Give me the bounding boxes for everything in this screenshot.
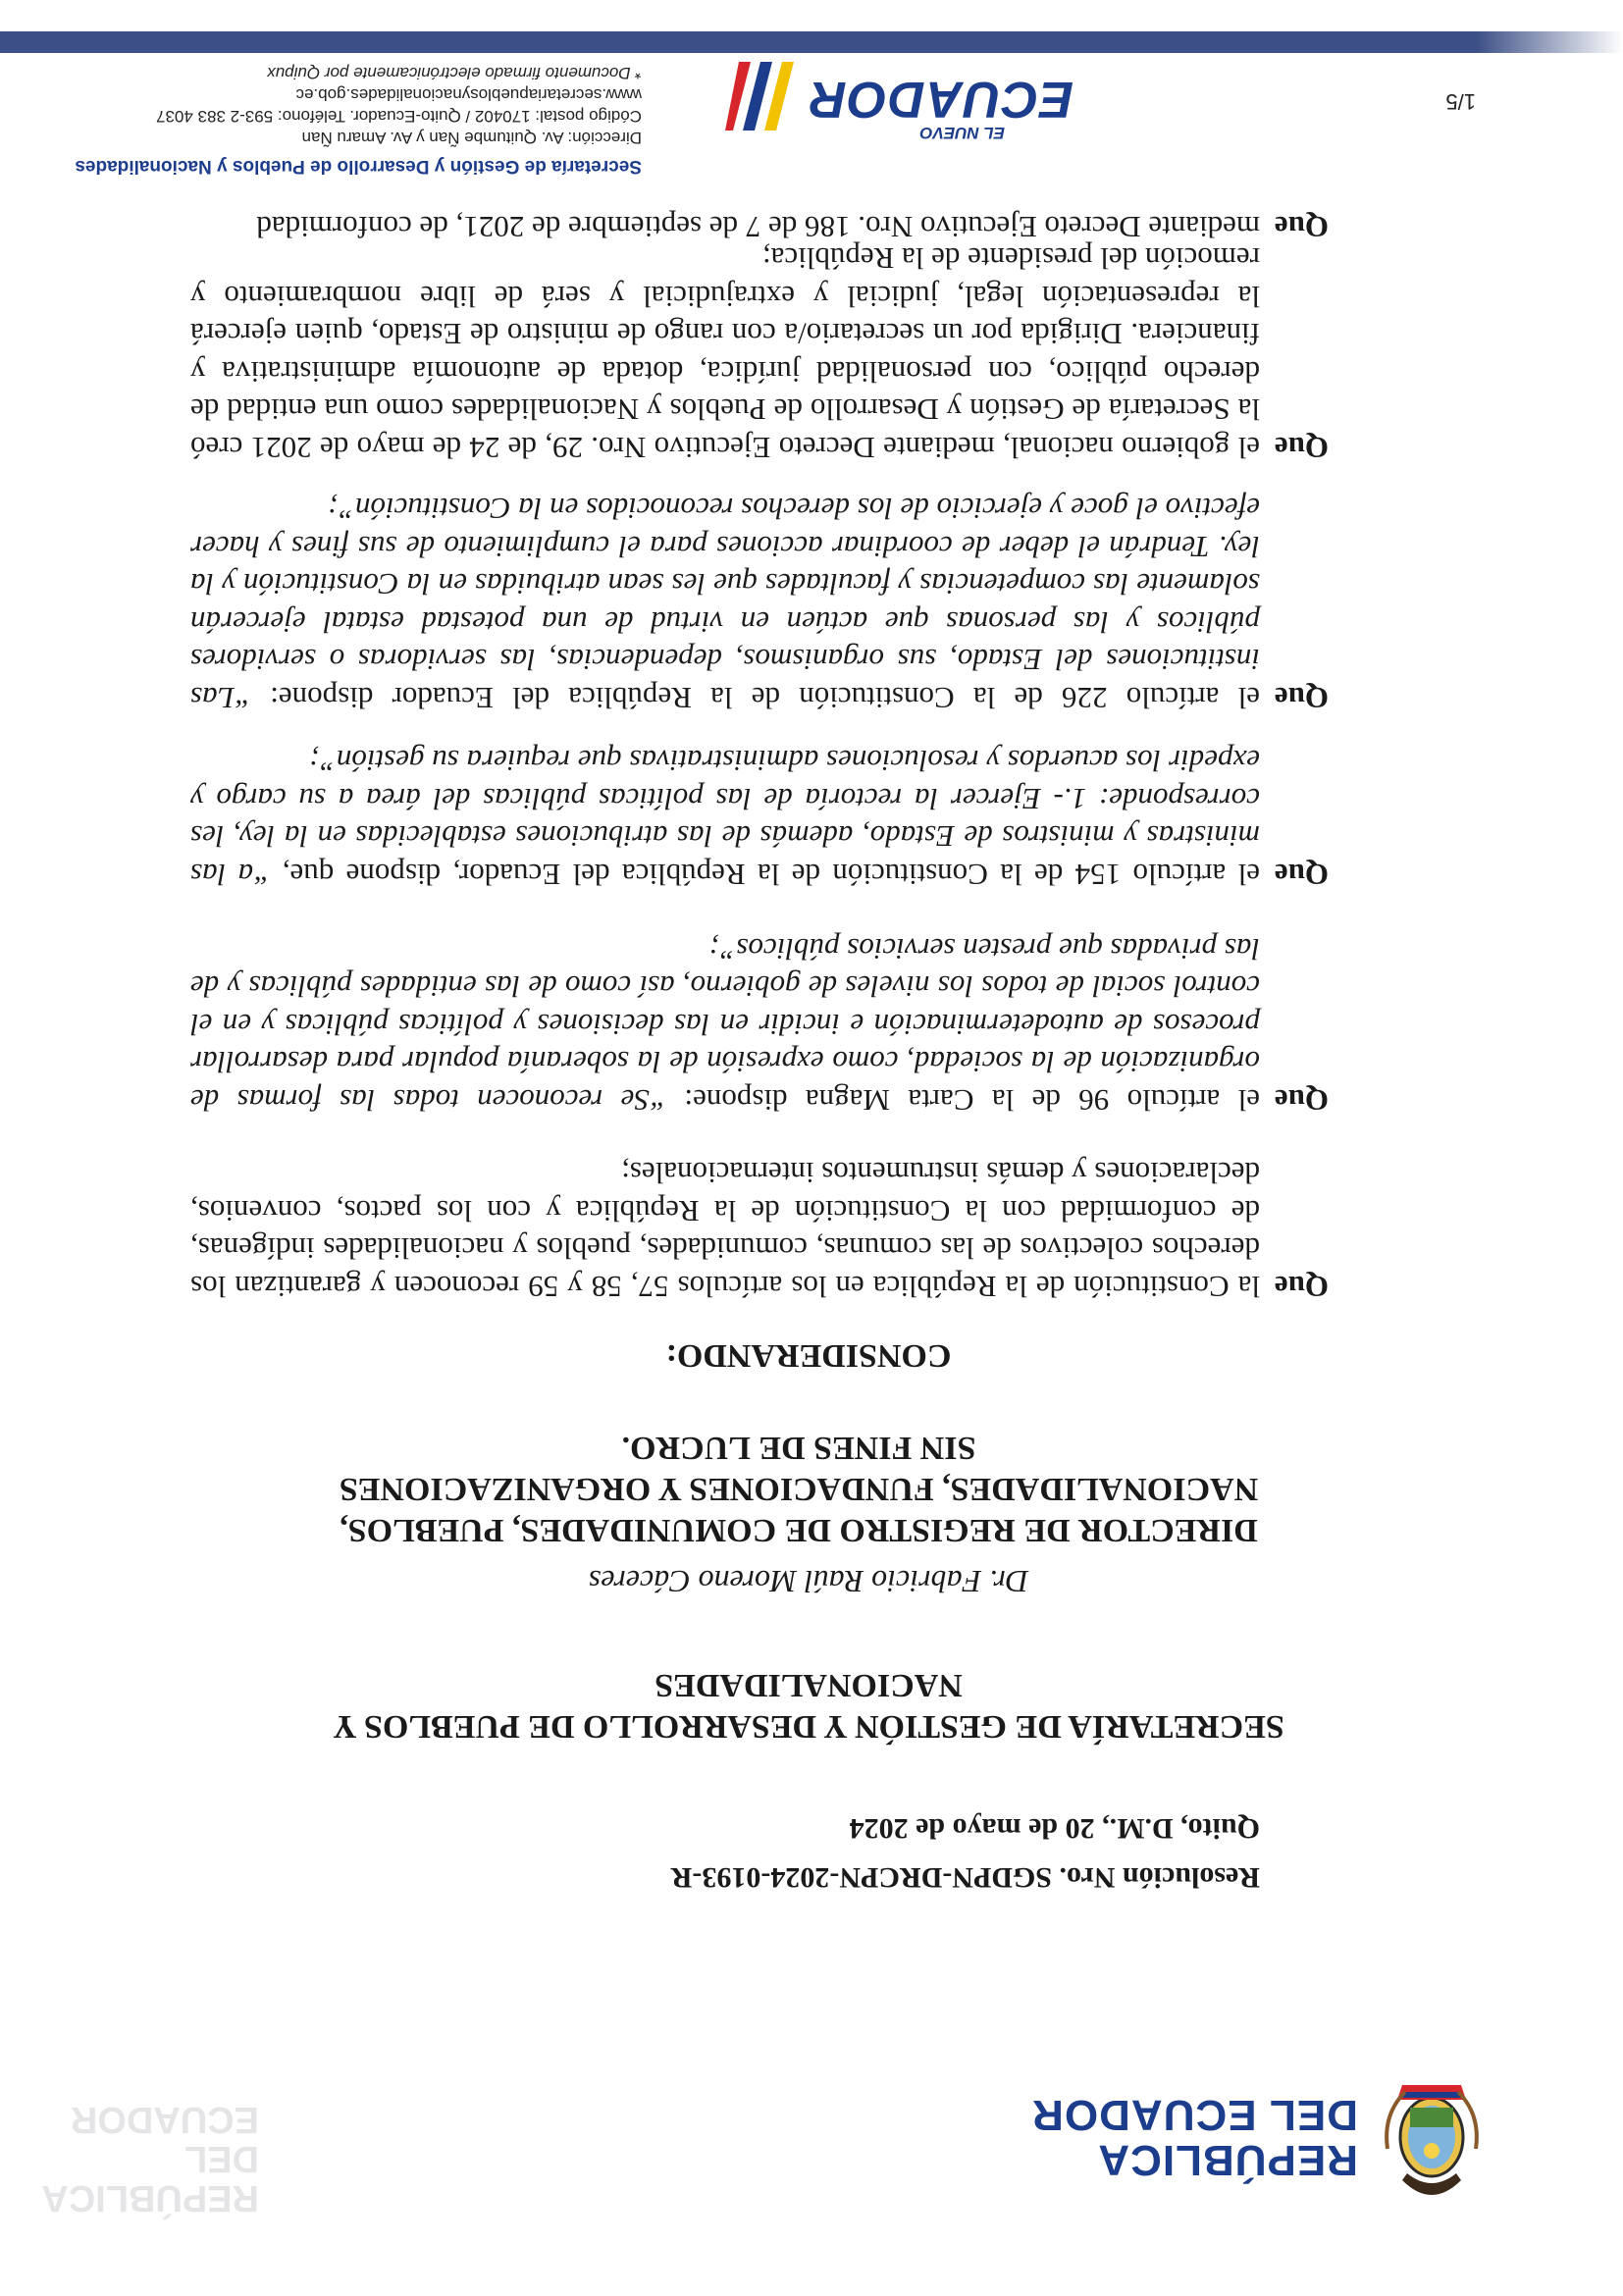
official-name: Dr. Fabricio Raúl Moreno Cáceres [588, 1564, 1029, 1599]
paragraph [190, 239, 1329, 466]
ghost-stamp [41, 2090, 259, 2218]
country-wordmark [1031, 2092, 1358, 2182]
page-number: 1/5 [1445, 89, 1476, 114]
resolution-number: Resolución Nro. SGDPN-DRCPN-2024-0193-R [670, 1861, 1260, 1894]
paragraph-quote: “Las instituciones del Estado, sus organismos, dependencias, las servidoras o servidores públicos y las personas que actúen en virtud de una potestad estatal ejercerán solamente las competencias y facultades que les sean atribuidas en la Constitución y la ley. Tendrán el deber de coordinar acciones para el cumplimiento de sus fines y hacer efectivo el goce y ejercicio de los derechos reconocidos en la Constitución”; [190, 492, 1260, 715]
paragraph [190, 1154, 1329, 1305]
brand-small-text: EL NUEVO [919, 124, 1005, 142]
paragraph-lead: Que [1274, 681, 1329, 715]
brand-stripes-icon [725, 62, 804, 130]
footer-address: Dirección: Av. Quitumbe Ñan y Av. Amaru Ñan [301, 129, 642, 147]
entity-title: SECRETARÍA DE GESTIÓN Y DESARROLLO DE PUEBLOS Y NACIONALIDADES [333, 1667, 1284, 1745]
paragraph-text: el artículo 154 de la Constitución de la República del Ecuador, dispone que, [270, 858, 1260, 892]
paragraph-lead: Que [1274, 210, 1329, 244]
country-line-2: DEL ECUADOR [1031, 2091, 1358, 2139]
paragraph-text: mediante Decreto Ejecutivo Nro. 186 de 7 de septiembre de 2021, de conformidad [256, 210, 1260, 244]
resolution-date: Quito, D.M., 20 de mayo de 2024 [849, 1812, 1260, 1845]
paragraph-text: el artículo 226 de la Constitución de la República del Ecuador dispone: [251, 681, 1260, 715]
footer-bar [0, 31, 1623, 53]
paragraph-text: el artículo 96 de la Carta Magna dispone: [666, 1083, 1260, 1118]
paragraph-text: el gobierno nacional, mediante Decreto Ejecutivo Nro. 29, de 24 de mayo de 2021 creó la Secretaría de Gestión y Desarrollo de Pueblos y Nacionalidades como una entidad de derecho público, con personalidad jurídica, dotada de autonomía administrativa y financiera. Dirigida por un secretario/a con rango de ministro de Estado, quien ejercerá la representación legal, judicial y extrajudicial y será de libre nombramiento y remoción del presidente de la República; [190, 241, 1260, 465]
paragraph-quote: “Se reconocen todas las formas de organización de la sociedad, como expresión de la soberanía popular para desarrollar procesos de autodeterminación e incidir en las decisiones y políticas públicas y en el control social de todos los niveles de gobierno, así como de las entidades públicas y de las privadas que presten servicios públicos”; [190, 932, 1260, 1118]
footer-website-link[interactable]: www.secretariapueblosynacionalidades.gob.ec [295, 85, 642, 104]
coat-of-arms-icon [1378, 2075, 1486, 2208]
footer-postal: Código postal: 170402 / Quito-Ecuador. Teléfono: 593-2 383 4037 [156, 107, 642, 126]
paragraph [190, 208, 1329, 246]
footer-entity: Secretaría de Gestión y Desarrollo de Pueblos y Nacionalidades [75, 156, 642, 177]
considerando-heading: CONSIDERANDO: [665, 1337, 952, 1374]
paragraph-text: la Constitución de la República en los artículos 57, 58 y 59 reconocen y garantizan los derechos colectivos de las comunas, comunidades, pueblos y nacionalidades indígenas, de conformidad con la Constitución de la República y con los pactos, convenios, declaraciones y demás instrumentos internacionales; [190, 1156, 1260, 1304]
el-nuevo-ecuador-logo [720, 54, 1073, 142]
republic-logo [936, 2070, 1486, 2208]
paragraph-lead: Que [1274, 1083, 1329, 1118]
paragraph [190, 742, 1329, 893]
ghost-stamp-line-2: DEL ECUADOR [70, 2099, 259, 2179]
footer-signed-note: * Documento firmado electrónicamente por Quipux [267, 64, 642, 82]
ghost-stamp-line-1: REPÚBLICA [41, 2177, 259, 2218]
paragraph [190, 930, 1329, 1120]
paragraph-quote: “a las ministras y ministros de Estado, además de las atribuciones establecidas en la ley, les corresponde: 1.- Ejercer la rectoría de las políticas públicas del área a su cargo y expedir los acuerdos y resoluciones administrativas que requiera su gestión”; [190, 744, 1260, 892]
brand-big-text: ECUADOR [809, 71, 1073, 128]
paragraph-lead: Que [1274, 858, 1329, 892]
country-line-1: REPÚBLICA [1097, 2136, 1358, 2184]
paragraph-lead: Que [1274, 1270, 1329, 1304]
paragraph [190, 490, 1329, 716]
paragraph-lead: Que [1274, 431, 1329, 465]
office-title: DIRECTOR DE REGISTRO DE COMUNIDADES, PUEBLOS, NACIONALIDADES, FUNDACIONES Y ORGANIZACIONES SIN FINES DE LUCRO. [339, 1430, 1259, 1548]
